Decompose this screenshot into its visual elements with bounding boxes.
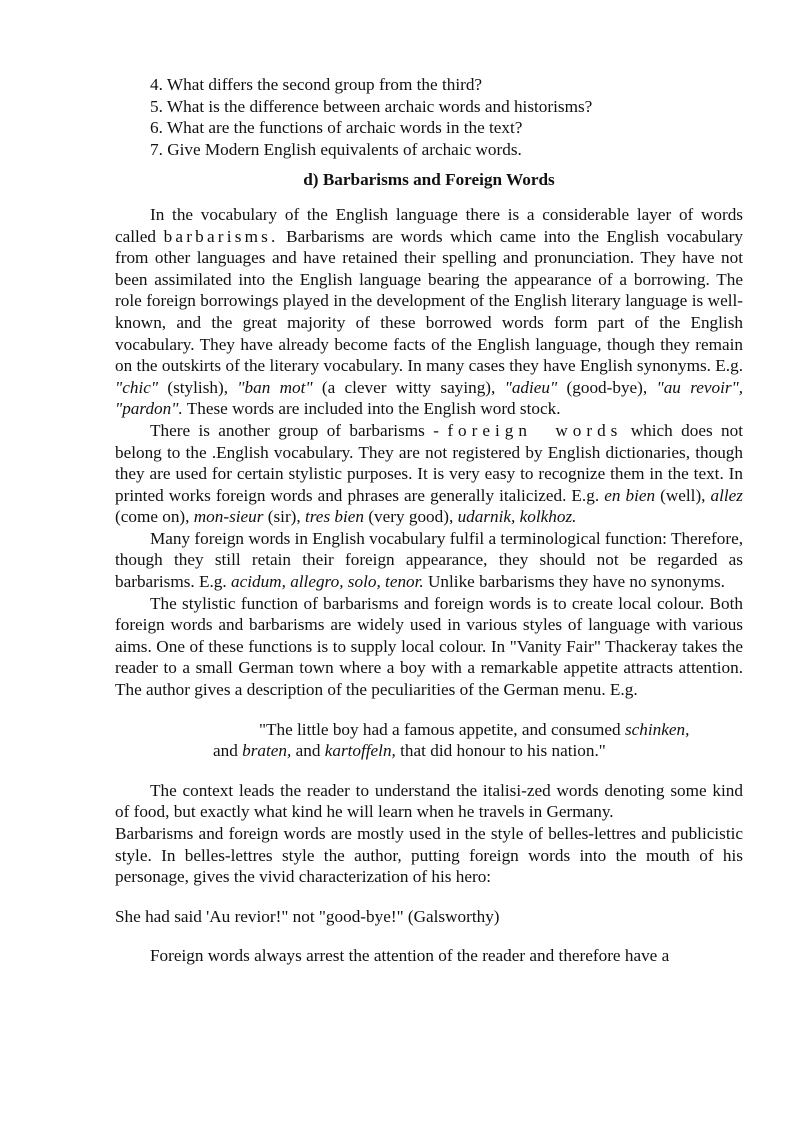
text-run: that did honour to his nation."	[400, 741, 606, 761]
quote-line-1	[115, 719, 743, 741]
section-heading: d) Barbarisms and Foreign Words	[303, 170, 555, 190]
paragraph-local-colour: The stylistic function of barbarisms and foreign words is to create local colour. Both foreign words and barbarisms are widely used in various styles of language with various aims. One of these functions is to supply local colour. In "Vanity Fair" Thackeray takes the reader to a small German town where a boy with a remarkable appetite attracts attention. The author gives a description of the peculiarities of the German menu. E.g.	[115, 593, 743, 700]
italic-example: acidum, allegro, solo, tenor.	[231, 572, 424, 592]
text-run: which does not belong to the .English vocabulary. They are not registered by English dictionaries, though they are used for certain stylistic purposes. It is very easy to recognize them in the text. In printed works foreign words and phrases are generally italicized. E.g.	[115, 420, 743, 505]
italic-example: udarnik, kolkhoz.	[457, 507, 577, 527]
italic-example: "au revoir", "pardon".	[115, 377, 744, 419]
example-line: She had said 'Au revior!" not "good-bye!" (Galsworthy)	[115, 906, 500, 926]
text-run: "The little boy had a famous appetite, and consumed	[259, 719, 621, 739]
text-run: (stylish),	[167, 377, 228, 397]
text-run: In the vocabulary of the English language there is a considerable layer of words called	[115, 204, 743, 246]
italic-example: allez	[710, 485, 743, 505]
paragraph-foreign-words	[115, 420, 743, 528]
question-6: 6. What are the functions of archaic words in the text?	[150, 118, 523, 138]
quote-line-2	[115, 740, 743, 762]
question-7: 7. Give Modern English equivalents of archaic words.	[150, 139, 522, 159]
italic-example: braten,	[242, 741, 292, 761]
spaced-term: foreign words	[447, 420, 623, 440]
paragraph-styles: Barbarisms and foreign words are mostly used in the style of belles-lettres and publicistic style. In belles-lettres style the author, putting foreign words into the mouth of his personage, gives the vivid characterization of his hero:	[115, 824, 743, 887]
question-4: 4. What differs the second group from the third?	[150, 75, 483, 94]
paragraph-arrest-attention: Foreign words always arrest the attention of the reader and therefore have a	[150, 946, 670, 966]
italic-example: mon-sieur	[193, 507, 264, 527]
text-run: and	[213, 741, 238, 761]
text-run: (well),	[660, 485, 706, 505]
text-run: These words are included into the English word stock.	[186, 399, 561, 419]
paragraph-barbarisms-intro	[115, 204, 743, 420]
text-run: (very good),	[368, 507, 454, 527]
italic-example: "ban mot"	[237, 377, 313, 397]
text-run: Unlike barbarisms they have no synonyms.	[428, 572, 725, 592]
text-run: There is another group of barbarisms -	[150, 420, 439, 440]
italic-example: schinken,	[624, 719, 690, 739]
spaced-term: barbarisms.	[163, 226, 279, 246]
italic-example: en bien	[604, 485, 656, 505]
italic-example: "adieu"	[504, 377, 558, 397]
italic-example: kartoffeln,	[324, 741, 396, 761]
italic-example: "chic"	[115, 377, 159, 397]
text-run: (come on),	[115, 507, 190, 527]
text-run: (a clever witty saying),	[321, 377, 496, 397]
italic-example: tres bien	[304, 507, 365, 527]
text-run: Barbarisms are words which came into the English vocabulary from other languages and have retained their spelling and pronunciation. They have not been assimilated into the English language bearing the appearance of a borrowing. The role foreign borrowings played in the development of the English literary language is well-known, and the great majority of these borrowed words form part of the English vocabulary. They have already become facts of the English language, though they remain on the outskirts of the literary vocabulary. In many cases they have English synonyms. E.g.	[115, 226, 743, 376]
question-list	[115, 74, 743, 160]
paragraph-terminological	[115, 528, 743, 593]
text-run: Many foreign words in English vocabulary fulfil a terminological function: Therefore, though they still retain their foreign appearance, they should not be regarded as barbarisms. E.g.	[115, 528, 743, 592]
block-quote	[115, 719, 743, 762]
text-run: (sir),	[267, 507, 301, 527]
document-page	[115, 74, 743, 967]
text-run: (good-bye),	[566, 377, 648, 397]
paragraph-context: The context leads the reader to understand the italisi-zed words denoting some kind of food, but exactly what kind he will learn when he travels in Germany.	[115, 780, 743, 822]
question-5: 5. What is the difference between archaic words and historisms?	[150, 96, 593, 116]
text-run: and	[295, 741, 321, 761]
